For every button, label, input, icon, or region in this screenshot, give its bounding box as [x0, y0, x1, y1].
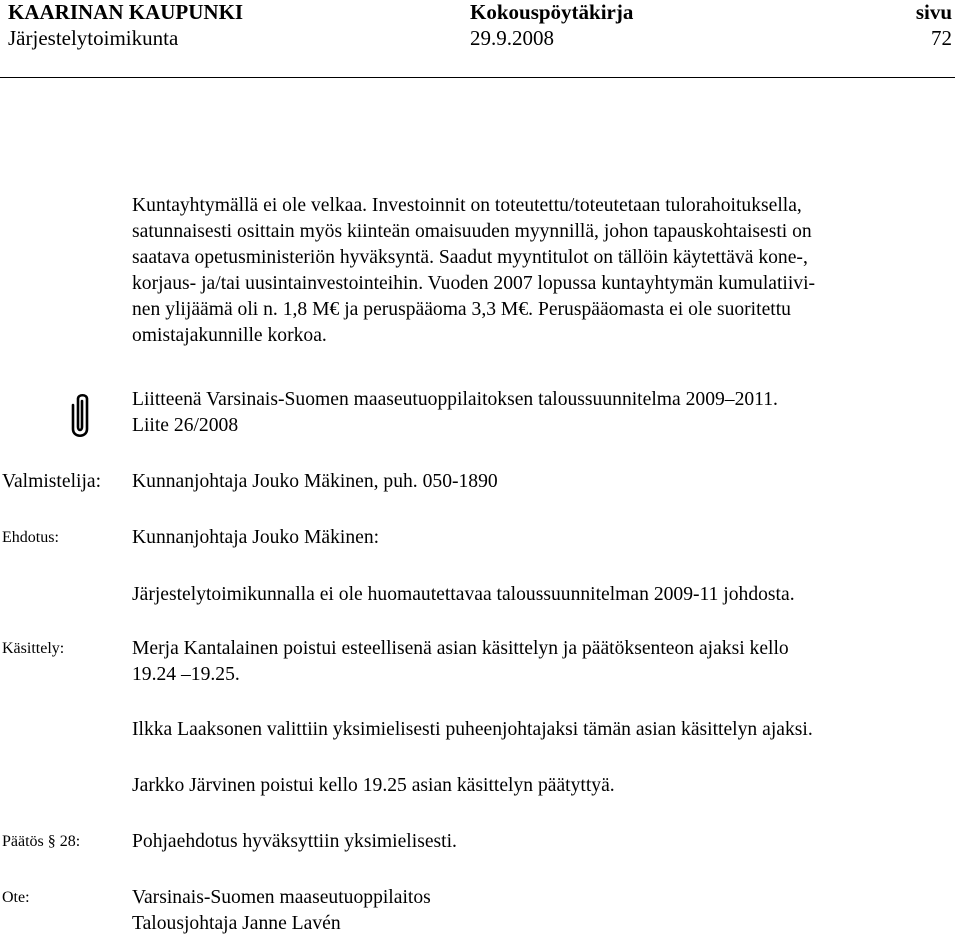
- paragraph-line: Kuntayhtymällä ei ole velkaa. Investoinnit on toteutettu/toteutetaan tulorahoituksella,: [132, 195, 802, 216]
- ehdotus-label: Ehdotus:: [2, 529, 59, 546]
- page-header: [0, 0, 960, 80]
- chair-note: [132, 717, 952, 743]
- valmistelija-section: [132, 469, 952, 495]
- paatos-section: [132, 829, 952, 855]
- handling-line: 19.24 –19.25.: [132, 664, 240, 685]
- kasittely-label: Käsittely:: [2, 640, 65, 657]
- attachment-line: Liitteenä Varsinais-Suomen maaseutuoppilaitoksen taloussuunnitelma 2009–2011.: [132, 389, 778, 410]
- committee-name: Järjestelytoimikunta: [8, 26, 179, 50]
- chair-text: Ilkka Laaksonen valittiin yksimielisesti puheenjohtajaksi tämän asian käsittelyn ajaksi.: [132, 719, 813, 740]
- paragraph-line: omistajakunnille korkoa.: [132, 325, 327, 346]
- proposal-text: Järjestelytoimikunnalla ei ole huomautettavaa taloussuunnitelman 2009-11 johdosta.: [132, 584, 795, 605]
- kasittely-section: [132, 636, 952, 688]
- proposal-speaker: Kunnanjohtaja Jouko Mäkinen:: [132, 527, 380, 548]
- intro-paragraph: [132, 193, 952, 349]
- ote-section: [132, 885, 952, 937]
- ote-label: Ote:: [2, 889, 30, 906]
- preparer-text: Kunnanjohtaja Jouko Mäkinen, puh. 050-1890: [132, 471, 498, 492]
- ehdotus-speaker: [132, 525, 952, 551]
- page-number: 72: [931, 26, 952, 50]
- attachment-ref: Liite 26/2008: [132, 415, 239, 436]
- document-type: Kokouspöytäkirja: [470, 0, 634, 24]
- decision-text: Pohjaehdotus hyväksyttiin yksimielisesti.: [132, 831, 457, 852]
- paatos-label: Päätös § 28:: [2, 833, 81, 850]
- page-label: sivu: [915, 0, 952, 24]
- valmistelija-label: Valmistelija:: [2, 471, 102, 492]
- ehdotus-text: [132, 582, 952, 608]
- return-note: [132, 773, 952, 799]
- extract-recipient: Talousjohtaja Janne Lavén: [132, 913, 341, 934]
- handling-line: Merja Kantalainen poistui esteellisenä asian käsittelyn ja päätöksenteon ajaksi kello: [132, 638, 789, 659]
- return-text: Jarkko Järvinen poistui kello 19.25 asian käsittelyn päätyttyä.: [132, 775, 615, 796]
- org-name: KAARINAN KAUPUNKI: [8, 0, 244, 24]
- paperclip-icon[interactable]: [68, 393, 92, 439]
- meeting-date: 29.9.2008: [470, 26, 554, 50]
- paragraph-line: korjaus- ja/tai uusintainvestointeihin. Vuoden 2007 lopussa kuntayhtymän kumulatiivi-: [132, 273, 816, 294]
- attachment-note: [132, 387, 952, 439]
- extract-recipient: Varsinais-Suomen maaseutuoppilaitos: [132, 887, 431, 908]
- paragraph-line: saatava opetusministeriön hyväksyntä. Saadut myyntitulot on tällöin käytettävä kone-,: [132, 247, 808, 268]
- paragraph-line: nen ylijäämä oli n. 1,8 M€ ja peruspääoma 3,3 M€. Peruspääomasta ei ole suoritettu: [132, 299, 791, 320]
- paragraph-line: satunnaisesti osittain myös kiinteän omaisuuden myynnillä, johon tapauskohtaisesti on: [132, 221, 812, 242]
- header-divider: [0, 77, 955, 78]
